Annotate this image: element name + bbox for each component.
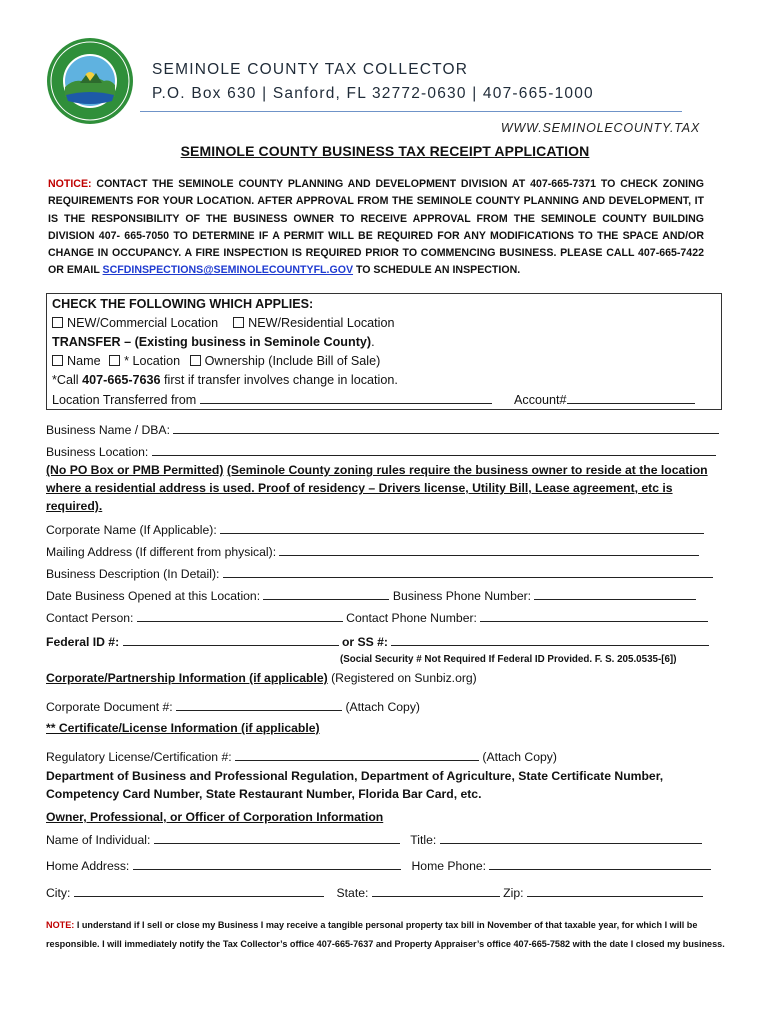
business-name-label: Business Name / DBA:: [46, 423, 170, 437]
inspection-email-link[interactable]: SCFDINSPECTIONS@SEMINOLECOUNTYFL.GOV: [102, 264, 354, 277]
regulatory-license-attach: (Attach Copy): [482, 750, 557, 764]
home-address-label: Home Address:: [46, 859, 130, 873]
corporate-document-label: Corporate Document #:: [46, 700, 173, 714]
applies-checkbox-box: [46, 293, 722, 410]
notice-block: [48, 176, 704, 280]
zip-label: Zip:: [503, 886, 524, 900]
ss-field[interactable]: [391, 634, 709, 646]
form-title: SEMINOLE COUNTY BUSINESS TAX RECEIPT APPLICATION: [180, 143, 590, 159]
no-po-box-note: (No PO Box or PMB Permitted): [46, 463, 224, 477]
header-rule: [140, 111, 682, 112]
residency-requirement: (Seminole County zoning rules require the business owner to reside at the location where a residential address is used. Proof of residency – Drivers license, Utility Bill, Lease agreement, etc is required).: [46, 463, 708, 513]
date-opened-field[interactable]: [263, 588, 389, 600]
transfer-period: .: [371, 335, 375, 349]
transfer-ownership-checkbox[interactable]: [190, 355, 201, 366]
cert-section-heading: ** Certificate/License Information (if applicable): [46, 721, 320, 735]
regulatory-license-field[interactable]: [235, 749, 479, 761]
business-location-label: Business Location:: [46, 445, 149, 459]
business-phone-label: Business Phone Number:: [392, 589, 532, 603]
account-label: Account#: [514, 393, 567, 407]
org-name: SEMINOLE COUNTY TAX COLLECTOR: [152, 61, 469, 78]
footer-note-label: NOTE:: [46, 920, 75, 930]
city-field[interactable]: [74, 885, 324, 897]
corp-section-suffix: (Registered on Sunbiz.org): [327, 671, 477, 685]
ss-note: (Social Security # Not Required If Federal ID Provided. F. S. 205.0535-[6]): [340, 654, 677, 665]
new-commercial-checkbox[interactable]: [52, 317, 63, 328]
new-residential-checkbox[interactable]: [233, 317, 244, 328]
federal-id-field[interactable]: [123, 634, 339, 646]
new-commercial-label: NEW/Commercial Location: [67, 316, 219, 330]
home-phone-field[interactable]: [489, 858, 711, 870]
transferred-from-field[interactable]: [200, 392, 492, 404]
home-phone-label: Home Phone:: [411, 859, 487, 873]
state-field[interactable]: [372, 885, 500, 897]
mailing-address-field[interactable]: [279, 544, 699, 556]
title-field[interactable]: [440, 832, 702, 844]
transfer-location-label: * Location: [124, 354, 181, 368]
website-url: WWW.SEMINOLECOUNTY.TAX: [500, 121, 700, 135]
applies-heading: CHECK THE FOLLOWING WHICH APPLIES:: [52, 297, 314, 311]
transfer-name-label: Name: [67, 354, 101, 368]
city-label: City:: [46, 886, 71, 900]
owner-section-heading: Owner, Professional, or Officer of Corporation Information: [46, 810, 384, 824]
call-prefix: *Call: [52, 373, 83, 387]
call-number: 407-665-7636: [82, 373, 161, 387]
corporate-document-field[interactable]: [176, 699, 342, 711]
new-residential-label: NEW/Residential Location: [248, 316, 395, 330]
transfer-name-checkbox[interactable]: [52, 355, 63, 366]
regulatory-license-label: Regulatory License/Certification #:: [46, 750, 232, 764]
state-label: State:: [336, 886, 369, 900]
footer-note: [46, 916, 726, 953]
org-address: P.O. Box 630 | Sanford, FL 32772-0630 | 407-665-1000: [152, 85, 594, 102]
title-label: Title:: [410, 833, 437, 847]
date-opened-label: Date Business Opened at this Location:: [46, 589, 261, 603]
corporate-name-label: Corporate Name (If Applicable):: [46, 523, 217, 537]
notice-text: CONTACT THE SEMINOLE COUNTY PLANNING AND DEVELOPMENT DIVISION AT 407-665-7371 TO CHECK ZONING REQUIREMENTS FOR YOUR LOCATION. AFTER APPROVAL FROM THE SEMINOLE COUNTY PLANNING AND DEVELOPMENT, IT IS THE RESPONSIBILITY OF THE BUSINESS OWNER TO RECEIVE APPROVAL FROM THE SEMINOLE COUNTY BUILDING DIVISION 407- 665-7050 TO DETERMINE IF A PERMIT WILL BE REQUIRED FOR ANY MODIFICATIONS TO THE SPACE AND/OR CHANGE IN OCCUPANCY. A FIRE INSPECTION IS REQUIRED PRIOR TO COMMENCING BUSINESS. PLEASE CALL 407-665-7422 OR EMAIL: [48, 178, 704, 277]
mailing-address-label: Mailing Address (If different from physical):: [46, 545, 277, 559]
business-description-label: Business Description (In Detail):: [46, 567, 220, 581]
contact-person-label: Contact Person:: [46, 611, 134, 625]
home-address-field[interactable]: [133, 858, 401, 870]
contact-person-field[interactable]: [137, 610, 343, 622]
transfer-ownership-label: Ownership (Include Bill of Sale): [204, 354, 381, 368]
or-ss-label: or SS #:: [341, 635, 388, 649]
business-location-field[interactable]: [152, 444, 716, 456]
individual-name-field[interactable]: [154, 832, 400, 844]
transferred-from-label: Location Transferred from: [52, 393, 197, 407]
account-field[interactable]: [567, 392, 695, 404]
notice-label: NOTICE:: [48, 178, 92, 190]
corp-section-heading: Corporate/Partnership Information (if applicable): [46, 671, 328, 685]
corporate-name-field[interactable]: [220, 522, 704, 534]
department-note: Department of Business and Professional Regulation, Department of Agriculture, State Certificate Number, Competency Card Number, State Restaurant Number, Florida Bar Card, etc.: [46, 769, 664, 801]
transfer-heading: TRANSFER – (Existing business in Seminole County): [52, 335, 372, 349]
business-description-field[interactable]: [223, 566, 713, 578]
business-name-field[interactable]: [173, 422, 719, 434]
corporate-document-attach: (Attach Copy): [345, 700, 420, 714]
contact-phone-field[interactable]: [480, 610, 708, 622]
residency-note: [46, 461, 722, 515]
transfer-location-checkbox[interactable]: [109, 355, 120, 366]
call-suffix: first if transfer involves change in location.: [160, 373, 398, 387]
business-phone-field[interactable]: [534, 588, 696, 600]
county-seal-logo: [46, 37, 134, 125]
individual-name-label: Name of Individual:: [46, 833, 151, 847]
footer-note-text: I understand if I sell or close my Business I may receive a tangible personal property tax bill in November of that taxable year, for which I will be responsible. I will immediately notify the Tax Collector’s office 407-665-7637 and Property Appraiser’s office 407-665-7582 with the date I closed my business.: [46, 920, 725, 949]
federal-id-label: Federal ID #:: [46, 635, 120, 649]
notice-tail: TO SCHEDULE AN INSPECTION.: [353, 264, 521, 277]
contact-phone-label: Contact Phone Number:: [346, 611, 477, 625]
zip-field[interactable]: [527, 885, 703, 897]
